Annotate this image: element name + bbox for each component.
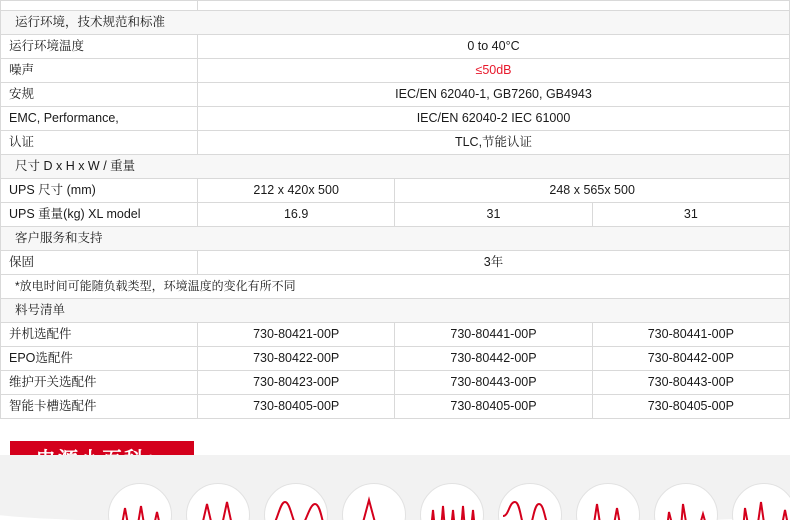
spec-value-cell: 730-80442-00P xyxy=(395,347,592,371)
spec-value-cell: 730-80443-00P xyxy=(592,371,789,395)
table-section-row xyxy=(1,299,790,323)
spec-label-cell: UPS 重量(kg) XL model xyxy=(1,203,198,227)
section-title: 尺寸 D x H x W / 重量 xyxy=(1,155,790,179)
spec-value-cell: 31 xyxy=(592,203,789,227)
spec-value-cell xyxy=(198,1,790,11)
spec-label-cell: 智能卡槽选配件 xyxy=(1,395,198,419)
spec-value-cell: 0 to 40°C xyxy=(198,35,790,59)
waveform-icon-1[interactable] xyxy=(108,483,172,520)
table-row xyxy=(1,347,790,371)
spec-value-cell: TLC,节能认证 xyxy=(198,131,790,155)
spec-label-cell: 维护开关选配件 xyxy=(1,371,198,395)
spec-value-cell: 730-80405-00P xyxy=(592,395,789,419)
section-title: 客户服务和支持 xyxy=(1,227,790,251)
table-row xyxy=(1,59,790,83)
waveform-icon-5[interactable] xyxy=(420,483,484,520)
table-row xyxy=(1,203,790,227)
waveform-icon-2[interactable] xyxy=(186,483,250,520)
spec-label-cell: 并机选配件 xyxy=(1,323,198,347)
table-row xyxy=(1,107,790,131)
table-section-row xyxy=(1,11,790,35)
waveform-icon-8[interactable] xyxy=(654,483,718,520)
waveform-icon-7[interactable] xyxy=(576,483,640,520)
table-row xyxy=(1,1,790,11)
spec-value-cell: 212 x 420x 500 xyxy=(198,179,395,203)
table-row xyxy=(1,323,790,347)
spec-label-cell: 安规 xyxy=(1,83,198,107)
table-row xyxy=(1,83,790,107)
section-title: 料号清单 xyxy=(1,299,790,323)
spec-value-cell: 730-80443-00P xyxy=(395,371,592,395)
spec-value-cell: 31 xyxy=(395,203,592,227)
table-row xyxy=(1,371,790,395)
spec-label-cell xyxy=(1,1,198,11)
waveform-icon-row xyxy=(0,455,790,520)
waveform-icon-3[interactable] xyxy=(264,483,328,520)
spec-value-cell: IEC/EN 62040-1, GB7260, GB4943 xyxy=(198,83,790,107)
table-section-row xyxy=(1,155,790,179)
spec-label-cell: 运行环境温度 xyxy=(1,35,198,59)
spec-value-cell: 730-80442-00P xyxy=(592,347,789,371)
spec-value-cell: 730-80422-00P xyxy=(198,347,395,371)
spec-value-cell: 248 x 565x 500 xyxy=(395,179,790,203)
spec-value-cell: 730-80405-00P xyxy=(198,395,395,419)
spec-value-cell: 3年 xyxy=(198,251,790,275)
table-row xyxy=(1,251,790,275)
spec-value-cell: 730-80421-00P xyxy=(198,323,395,347)
spec-value-cell-noise: ≤50dB xyxy=(198,59,790,83)
spec-label-cell: 认证 xyxy=(1,131,198,155)
spec-value-cell: 16.9 xyxy=(198,203,395,227)
spec-value-cell: 730-80423-00P xyxy=(198,371,395,395)
table-row xyxy=(1,131,790,155)
waveform-icon-6[interactable] xyxy=(498,483,562,520)
waveform-icon-4[interactable] xyxy=(342,483,406,520)
footnote-text: *放电时间可能随负载类型，环境温度的变化有所不同 xyxy=(1,275,790,299)
spec-value-cell: 730-80405-00P xyxy=(395,395,592,419)
waveform-strip xyxy=(0,455,790,520)
spec-label-cell: 噪声 xyxy=(1,59,198,83)
spec-value-cell: IEC/EN 62040-2 IEC 61000 xyxy=(198,107,790,131)
spec-label-cell: UPS 尺寸 (mm) xyxy=(1,179,198,203)
spec-value-cell: 730-80441-00P xyxy=(395,323,592,347)
table-section-row xyxy=(1,227,790,251)
spec-label-cell: EMC, Performance, xyxy=(1,107,198,131)
spec-label-cell: EPO选配件 xyxy=(1,347,198,371)
spec-value-cell: 730-80441-00P xyxy=(592,323,789,347)
table-row xyxy=(1,179,790,203)
waveform-icon-9[interactable] xyxy=(732,483,790,520)
section-title: 运行环境，技术规范和标准 xyxy=(1,11,790,35)
spec-table-body xyxy=(1,1,790,419)
table-row xyxy=(1,35,790,59)
spec-label-cell: 保固 xyxy=(1,251,198,275)
table-row xyxy=(1,395,790,419)
table-note-row xyxy=(1,275,790,299)
